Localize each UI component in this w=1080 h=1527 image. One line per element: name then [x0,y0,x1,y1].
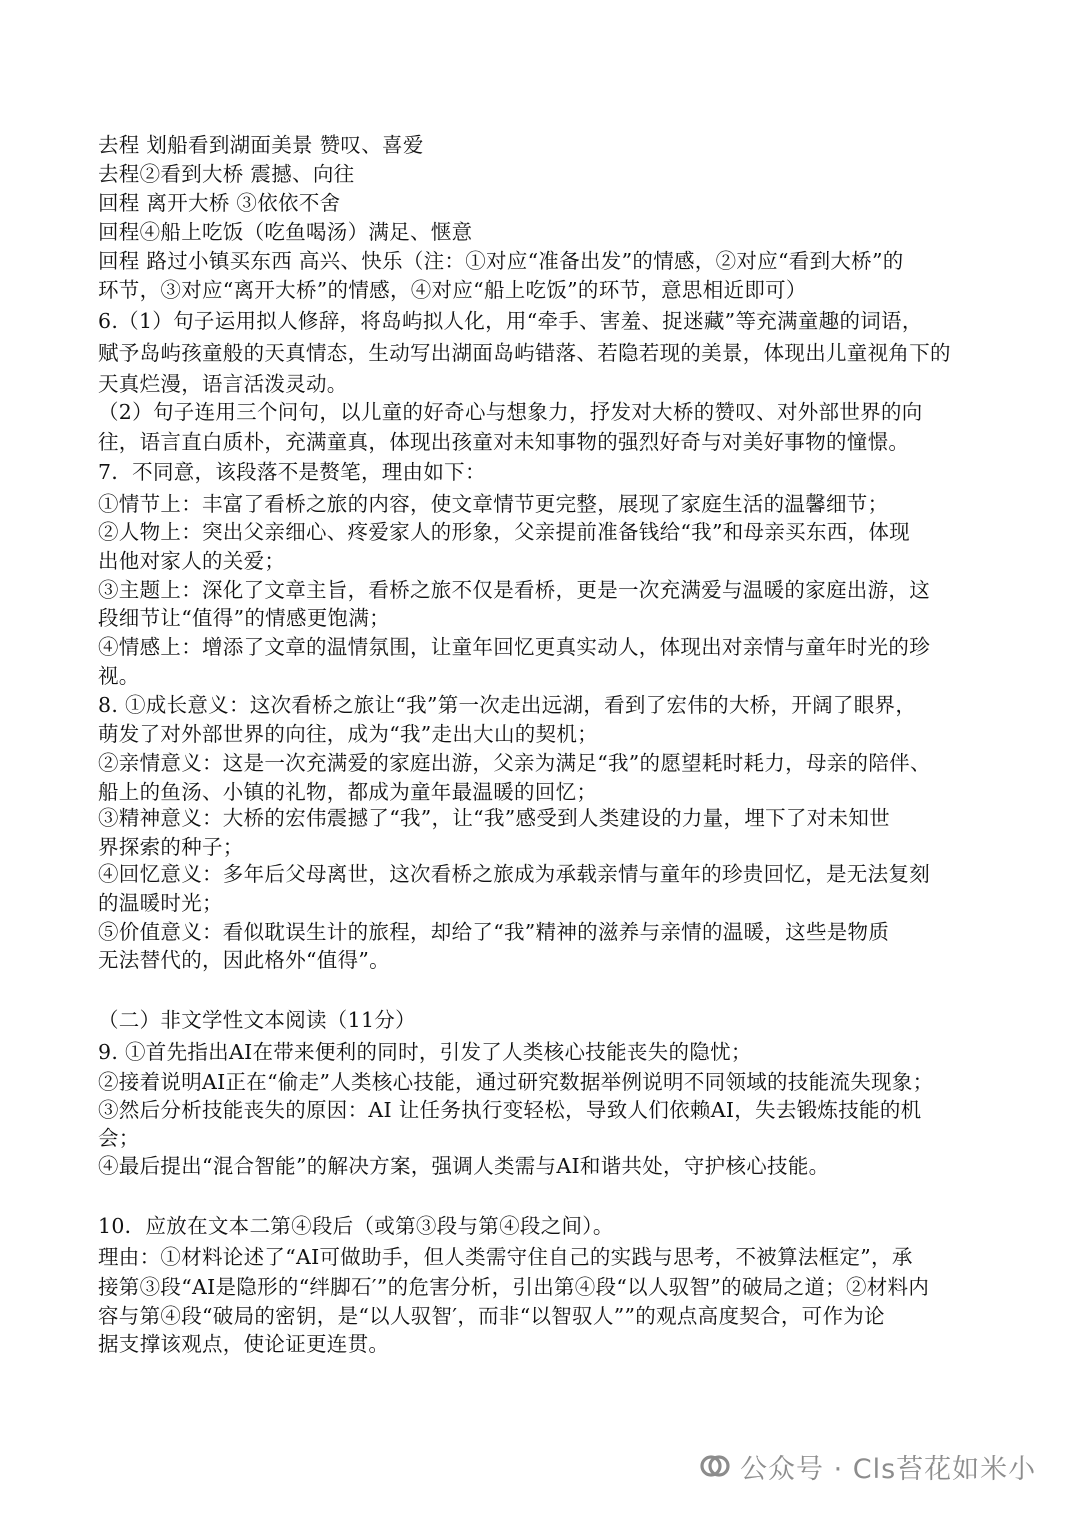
text-line: 回程 离开大桥 ③依依不舍 [98,191,341,215]
text-line: ②人物上：突出父亲细心、疼爱家人的形象，父亲提前准备钱给“我”和母亲买东西，体现 [98,520,910,544]
text-line: 据支撑该观点，使论证更连贯。 [98,1332,390,1356]
text-line: ②亲情意义：这是一次充满爱的家庭出游，父亲为满足“我”的愿望耗时耗力，母亲的陪伴、 [98,751,931,775]
text-line: ④最后提出“混合智能”的解决方案，强调人类需与AI和谐共处，守护核心技能。 [98,1154,830,1178]
text-line: 接第③段“AI是隐形的“绊脚石′”的危害分析，引出第④段“以人驭智”的破局之道；②材料内 [98,1275,930,1299]
watermark [698,1444,1036,1488]
text-line: 6.（1）句子运用拟人修辞，将岛屿拟人化，用“牵手、害羞、捉迷藏”等充满童趣的词语， [98,309,923,333]
text-line: （2）句子连用三个问句，以儿童的好奇心与想象力，抒发对大桥的赞叹、对外部世界的向 [98,400,923,424]
text-line: 9. ①首先指出AI在带来便利的同时，引发了人类核心技能丧失的隐忧； [98,1040,752,1064]
text-line: 往，语言直白质朴，充满童真，体现出孩童对未知事物的强烈好奇与对美好事物的憧憬。 [98,430,910,454]
text-line: 赋予岛屿孩童般的天真情态，生动写出湖面岛屿错落、若隐若现的美景，体现出儿童视角下的 [98,341,951,365]
text-line: ②接着说明AI正在“偷走”人类核心技能，通过研究数据举例说明不同领域的技能流失现象； [98,1070,934,1094]
text-line: 容与第④段“破局的密钥，是“以人驭智′，而非“以智驭人””的观点高度契合，可作为论 [98,1304,885,1328]
text-line: 段细节让“值得”的情感更饱满； [98,606,390,630]
text-line: ③主题上：深化了文章主旨，看桥之旅不仅是看桥，更是一次充满爱与温暖的家庭出游，这 [98,578,930,602]
text-line: ④回忆意义：多年后父母离世，这次看桥之旅成为承载亲情与童年的珍贵回忆，是无法复刻 [98,862,930,886]
text-line: 无法替代的，因此格外“值得”。 [98,948,390,972]
text-line: 会； [98,1126,140,1150]
text-line: 视。 [98,664,140,688]
wechat-channel-icon [698,1449,732,1483]
text-line: 8. ①成长意义：这次看桥之旅让“我”第一次走出远湖，看到了宏伟的大桥，开阔了眼界， [98,693,917,717]
text-line: 出他对家人的关爱； [98,549,286,573]
text-line: 天真烂漫，语言活泼灵动。 [98,372,348,396]
text-line: ③然后分析技能丧失的原因：AI 让任务执行变轻松，导致人们依赖AI，失去锻炼技能的机 [98,1098,922,1122]
text-line: 界探索的种子； [98,835,244,859]
text-line: 回程④船上吃饭（吃鱼喝汤）满足、惬意 [98,220,473,244]
text-line: ④情感上：增添了文章的温情氛围，让童年回忆更真实动人，体现出对亲情与童年时光的珍 [98,635,930,659]
watermark-text: 公众号 · Cls苔花如米小 [740,1453,1037,1485]
text-line: 去程②看到大桥 震撼、向往 [98,162,355,186]
text-line: 去程 划船看到湖面美景 赞叹、喜爱 [98,133,424,157]
text-line: 萌发了对外部世界的向往，成为“我”走出大山的契机； [98,722,598,746]
text-line: 回程 路过小镇买东西 高兴、快乐（注：①对应“准备出发”的情感，②对应“看到大桥”的 [98,249,904,273]
text-line: 环节，③对应“离开大桥”的情感，④对应“船上吃饭”的环节，意思相近即可） [98,278,807,302]
text-line: 7．不同意，该段落不是赘笔，理由如下： [98,460,486,484]
text-line: ①情节上：丰富了看桥之旅的内容，使文章情节更完整，展现了家庭生活的温馨细节； [98,492,889,516]
text-line: ⑤价值意义：看似耽误生计的旅程，却给了“我”精神的滋养与亲情的温暖，这些是物质 [98,920,890,944]
section-heading: （二）非文学性文本阅读（11分） [98,1008,416,1032]
text-line: 10．应放在文本二第④段后（或第③段与第④段之间）。 [98,1214,614,1238]
text-line: ③精神意义：大桥的宏伟震撼了“我”，让“我”感受到人类建设的力量，埋下了对未知世 [98,806,890,830]
text-line: 理由：①材料论述了“AI可做助手，但人类需守住自己的实践与思考，不被算法框定”，承 [98,1245,913,1269]
text-line: 船上的鱼汤、小镇的礼物，都成为童年最温暖的回忆； [98,780,598,804]
text-line: 的温暖时光； [98,891,223,915]
